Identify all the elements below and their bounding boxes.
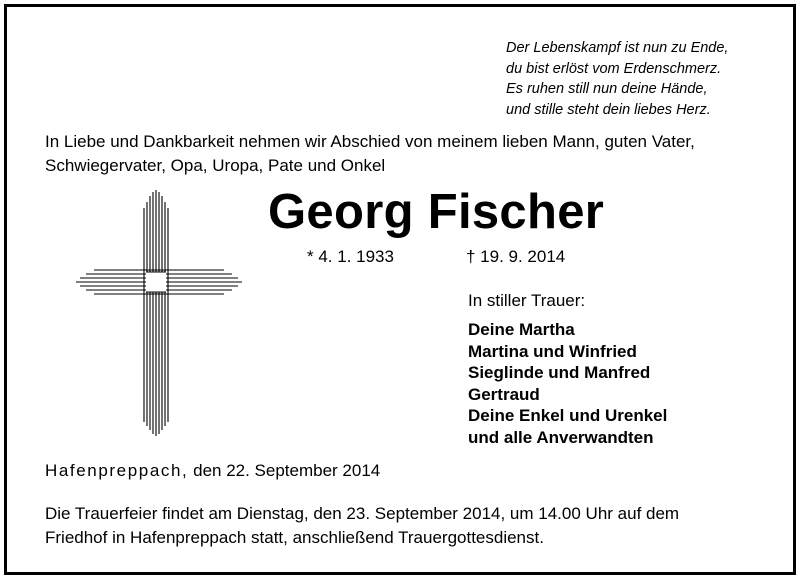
mourners-block	[468, 290, 667, 449]
mourners-list	[468, 319, 667, 449]
poem-line: Es ruhen still nun deine Hände,	[506, 81, 708, 97]
poem-line: Der Lebenskampf ist nun zu Ende,	[506, 40, 729, 56]
mourner-name: Deine Enkel und Urenkel	[468, 406, 668, 426]
poem-line: du bist erlöst vom Erdenschmerz.	[506, 60, 722, 77]
cross-icon	[76, 190, 246, 445]
place-date	[45, 460, 380, 482]
mourner-name: und alle Anverwandten	[468, 427, 654, 447]
service-line: Friedhof in Hafenpreppach statt, anschließend Trauergottesdienst.	[45, 527, 544, 547]
intro-line: Schwiegervater, Opa, Uropa, Pate und Onkel	[45, 155, 386, 175]
intro-text	[45, 130, 695, 177]
birth-date: * 4. 1. 1933	[307, 247, 394, 266]
deceased-name: Georg Fischer	[268, 185, 605, 239]
death-date: † 19. 9. 2014	[466, 247, 566, 266]
place-date-text: den 22. September 2014	[188, 461, 381, 480]
intro-line: In Liebe und Dankbarkeit nehmen wir Abschied von meinem lieben Mann, guten Vater,	[45, 132, 695, 151]
poem-line: und stille steht dein liebes Herz.	[506, 101, 711, 118]
mourner-name: Martina und Winfried	[468, 341, 637, 361]
mourners-title: In stiller Trauer:	[468, 291, 586, 310]
place-town: Hafenpreppach,	[45, 461, 189, 480]
poem	[506, 38, 728, 120]
mourner-name: Sieglinde und Manfred	[468, 363, 651, 383]
mourner-name: Deine Martha	[468, 320, 575, 339]
service-info	[45, 502, 679, 549]
service-line: Die Trauerfeier findet am Dienstag, den 23. September 2014, um 14.00 Uhr auf dem	[45, 504, 680, 523]
mourner-name: Gertraud	[468, 384, 540, 404]
